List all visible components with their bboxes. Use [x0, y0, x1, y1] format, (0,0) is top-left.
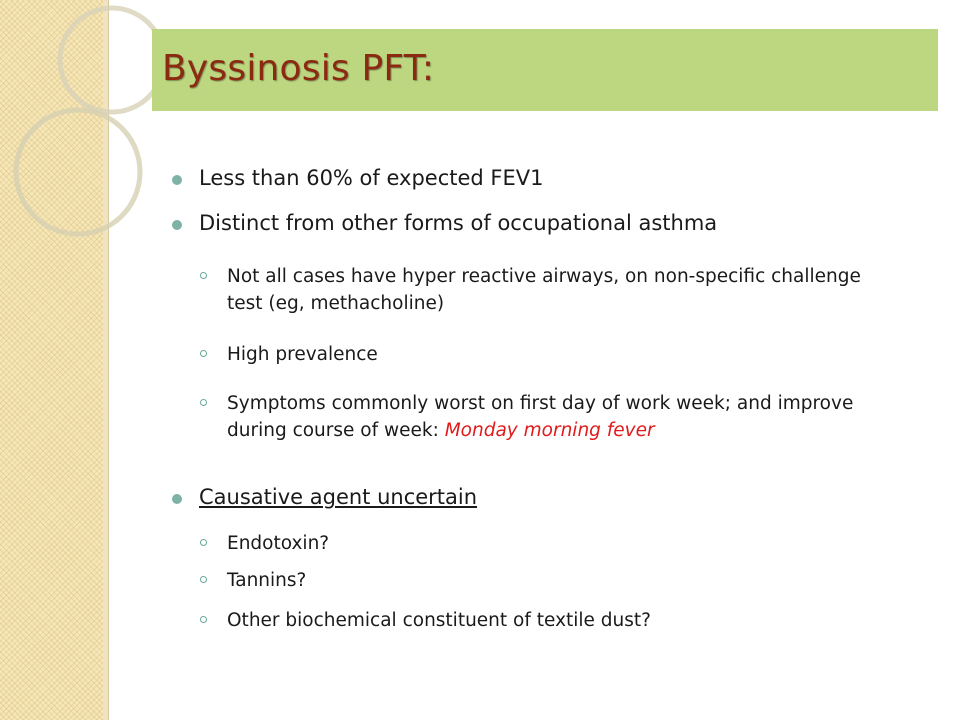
- bullet-dot-icon: [172, 175, 182, 185]
- bullet-text: Distinct from other forms of occupational asthma: [199, 211, 718, 235]
- subbullet-text: Not all cases have hyper reactive airways, on non-specific challenge test (eg, methacholine): [227, 266, 861, 314]
- bullet-text: Less than 60% of expected FEV1: [199, 166, 544, 190]
- bullet-text: Causative agent uncertain: [199, 485, 478, 509]
- subbullet-ring-icon: [200, 350, 207, 357]
- subbullet-text: Other biochemical constituent of textile dust?: [227, 610, 651, 631]
- subbullet-ring-icon: [200, 539, 207, 546]
- monday-morning-fever: Monday morning fever: [444, 420, 655, 441]
- slide-title: Byssinosis PFT:: [162, 48, 435, 89]
- bullet-dot-icon: [172, 220, 182, 230]
- symptoms-text: Symptoms commonly worst on first day of work week; and improve during course of week:: [227, 393, 854, 441]
- subbullet-text: Tannins?: [227, 570, 307, 591]
- subbullet-text: Endotoxin?: [227, 533, 330, 554]
- subbullet-text: [227, 390, 867, 444]
- subbullet-ring-icon: [200, 576, 207, 583]
- bullet-dot-icon: [172, 494, 182, 504]
- subbullet-ring-icon: [200, 272, 207, 279]
- subbullet-ring-icon: [200, 616, 207, 623]
- subbullet-text: High prevalence: [227, 344, 378, 365]
- subbullet-ring-icon: [200, 399, 207, 406]
